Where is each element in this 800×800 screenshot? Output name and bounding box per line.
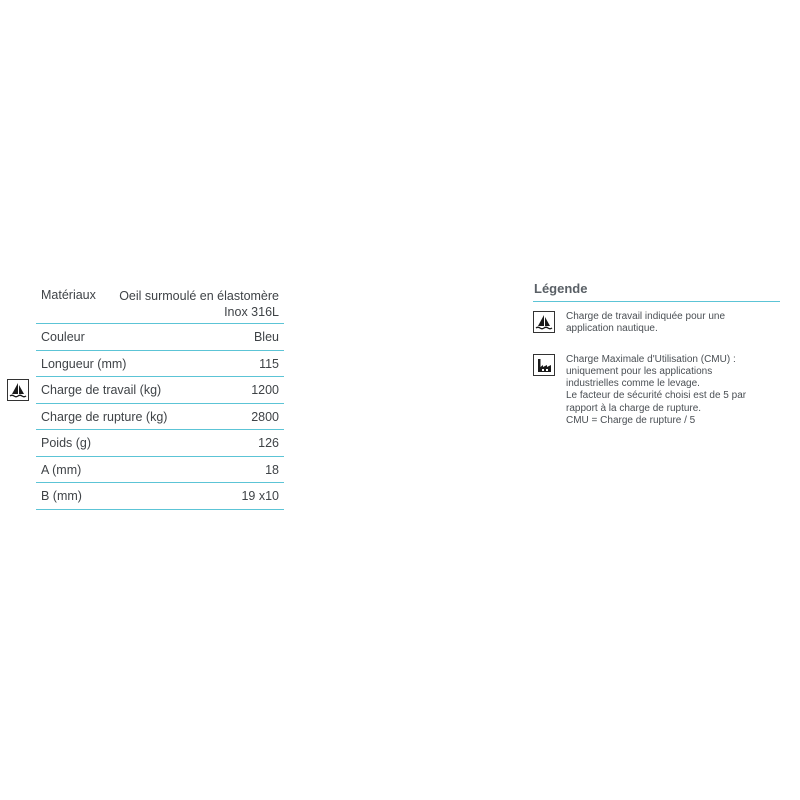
- spec-row-charge-travail: [36, 377, 284, 404]
- legend-line: Charge Maximale d'Utilisation (CMU) :: [566, 353, 736, 365]
- spec-value: 18: [265, 462, 279, 477]
- spec-row-charge-rupture: [36, 404, 284, 431]
- legend-item-nautical: [533, 311, 780, 336]
- legend-line: application nautique.: [566, 323, 658, 335]
- sailboat-icon: [7, 379, 29, 401]
- spec-row-b: [36, 483, 284, 510]
- spec-value-line: Inox 316L: [224, 305, 279, 319]
- spec-value: 1200: [251, 383, 279, 397]
- spec-value-line: Oeil surmoulé en élastomère: [119, 289, 279, 303]
- spec-label: Couleur: [41, 330, 85, 344]
- legend: [533, 281, 780, 427]
- sailboat-icon: [533, 311, 555, 333]
- spec-value: 2800: [251, 409, 279, 424]
- spec-label: Charge de rupture (kg): [41, 409, 168, 424]
- legend-line: industrielles comme le levage.: [566, 378, 700, 390]
- spec-row-poids: [36, 430, 284, 457]
- legend-line: Charge de travail indiquée pour une: [566, 311, 725, 322]
- factory-icon: [533, 354, 555, 376]
- spec-label: Poids (g): [41, 436, 92, 450]
- spec-row-couleur: [36, 324, 284, 351]
- spec-label: Charge de travail (kg): [41, 383, 162, 397]
- legend-line: CMU = Charge de rupture / 5: [566, 415, 696, 427]
- spec-label: Matériaux: [41, 288, 96, 302]
- legend-item-industrial: [533, 354, 780, 428]
- spec-row-longueur: [36, 351, 284, 378]
- spec-value: 126: [258, 436, 279, 450]
- legend-text: [566, 354, 780, 428]
- spec-row-a: [36, 457, 284, 484]
- spec-label: Longueur (mm): [41, 356, 127, 371]
- legend-line: uniquement pour les applications: [566, 365, 713, 377]
- legend-line: Le facteur de sécurité choisi est de 5 par: [566, 390, 747, 402]
- spec-label: A (mm): [41, 462, 82, 477]
- legend-text: [566, 311, 780, 336]
- legend-line: rapport à la charge de rupture.: [566, 402, 702, 414]
- spec-label: B (mm): [41, 489, 82, 503]
- spec-value: [119, 288, 284, 320]
- legend-title: Légende: [533, 281, 780, 302]
- spec-value: Bleu: [253, 330, 279, 344]
- spec-value: 115: [259, 356, 279, 371]
- spec-table: [36, 283, 284, 510]
- spec-value: 19 x10: [241, 489, 279, 503]
- spec-row-materiaux: [36, 283, 284, 324]
